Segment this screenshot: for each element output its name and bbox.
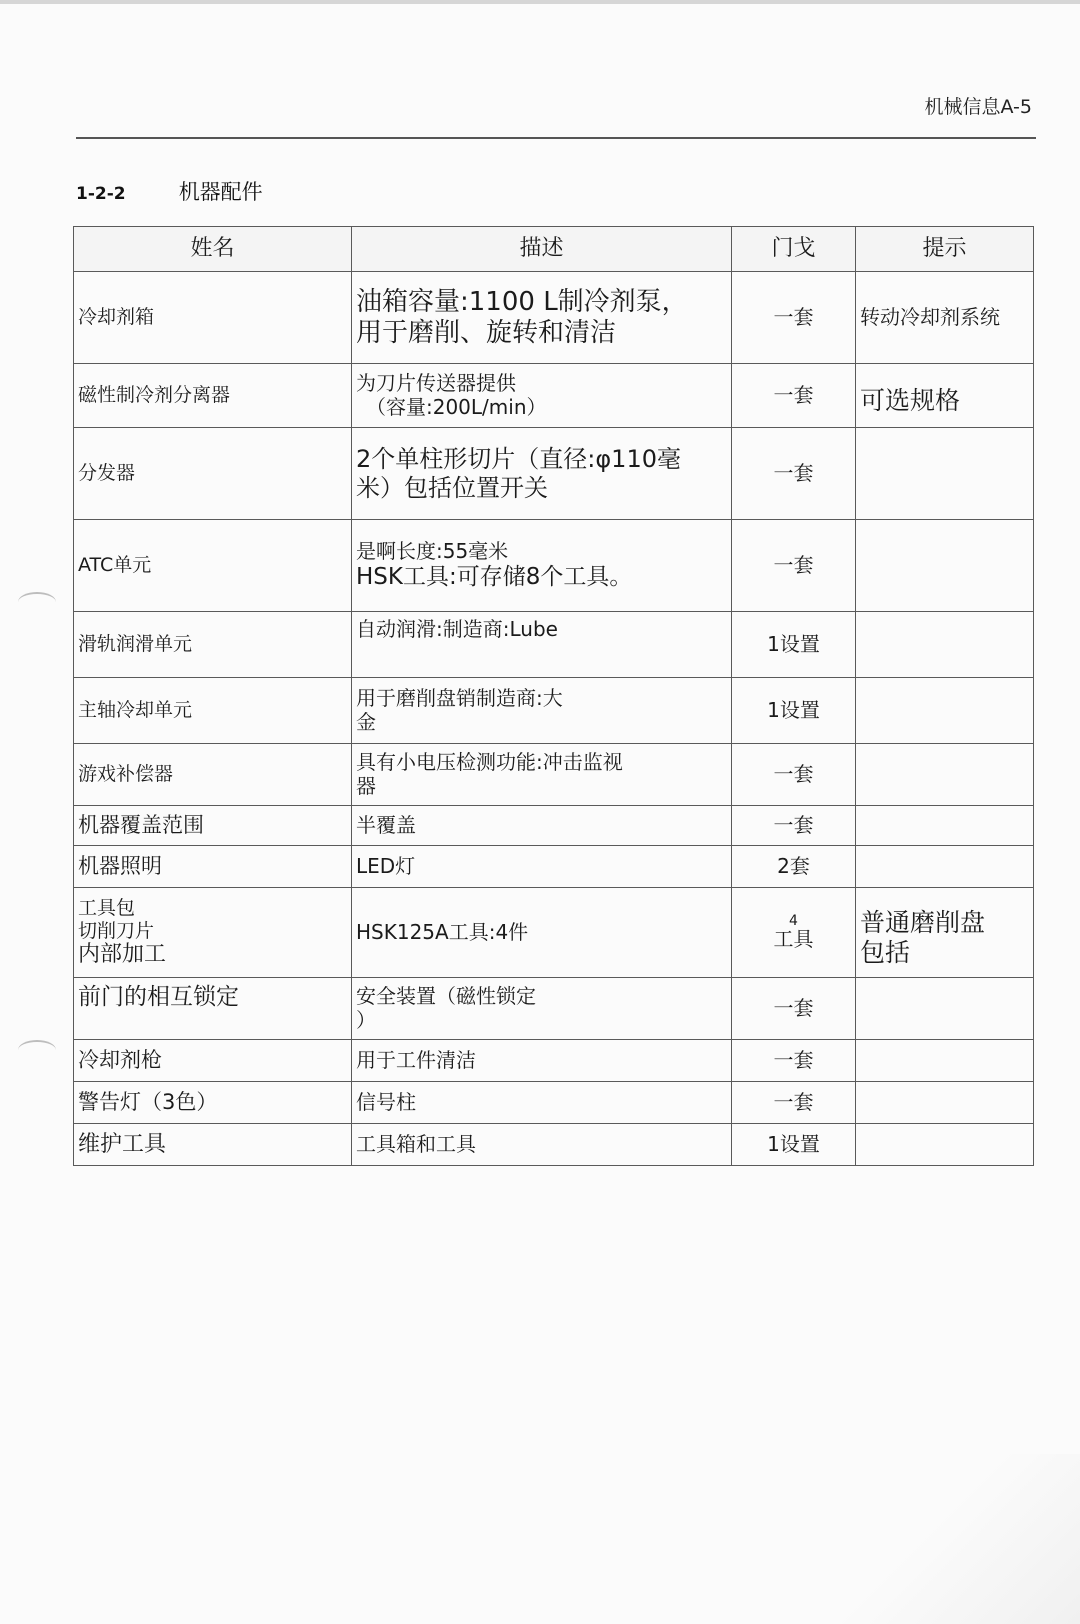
cell-quantity: 一套 [732,272,856,364]
running-header: 机械信息A-5 [924,96,1032,118]
name-line: 切削刀片 [78,919,155,942]
description-line: HSK125A工具:4件 [356,919,529,944]
table-header-row [74,227,1034,272]
cell-note [856,1082,1034,1124]
description-line: （容量:200L/min） [366,394,547,419]
cell-note [856,272,1034,364]
cell-quantity: 一套 [732,520,856,612]
section-title: 机器配件 [178,180,263,204]
page-curl-mark [18,592,56,612]
name-line: 分发器 [78,462,136,485]
table-row [74,272,1034,364]
cell-quantity: 一套 [732,978,856,1040]
name-line: ATC单元 [78,554,152,577]
table-row [74,678,1034,744]
cell-quantity: 一套 [732,806,856,846]
cell-quantity: 一套 [732,428,856,520]
description-line: 用于工件清洁 [356,1047,476,1072]
quantity-number: 4 [789,912,798,929]
description-line: ） [356,1007,376,1032]
table-row [74,1040,1034,1082]
cell-description [352,428,732,520]
description-line: LED灯 [356,853,416,878]
cell-description [352,888,732,978]
description-line: 半覆盖 [356,812,416,837]
cell-note [856,978,1034,1040]
table-row [74,428,1034,520]
header-rule [76,137,1036,139]
description-line: 工具箱和工具 [356,1131,476,1156]
cell-quantity: 一套 [732,1040,856,1082]
table-row [74,744,1034,806]
cell-name [74,272,352,364]
cell-description [352,1082,732,1124]
name-line: 维护工具 [78,1131,167,1157]
name-line: 内部加工 [78,941,167,967]
name-line: 冷却剂箱 [78,306,155,329]
cell-note [856,520,1034,612]
note-line: 普通磨削盘 [860,908,986,937]
description-line: 具有小电压检测功能:冲击监视 [356,749,623,774]
cell-note [856,1040,1034,1082]
cell-note [856,846,1034,888]
cell-name [74,520,352,612]
note-line: 可选规格 [860,385,961,415]
name-line: 冷却剂枪 [78,1048,162,1073]
cell-quantity: 2套 [732,846,856,888]
cell-name [74,364,352,428]
accessories-table [73,226,1034,1166]
description-line: 油箱容量:1100 L制冷剂泵， [356,286,688,317]
quantity-unit: 工具 [773,926,814,951]
name-line: 磁性制冷剂分离器 [78,384,231,407]
table-row [74,1124,1034,1166]
name-line: 警告灯（3色） [78,1090,218,1115]
cell-note [856,364,1034,428]
cell-description [352,846,732,888]
description-line: 2个单柱形切片（直径:φ110毫 [356,445,681,474]
description-line: 金 [356,709,376,734]
name-line: 主轴冷却单元 [78,699,193,722]
description-line: 用于磨削、旋转和清洁 [356,317,617,348]
cell-description [352,1124,732,1166]
name-line: 机器覆盖范围 [78,813,204,838]
description-line: 是啊长度:55毫米 [356,539,509,564]
cell-note [856,1124,1034,1166]
column-header-name: 姓名 [74,227,352,272]
table-row [74,846,1034,888]
cell-description [352,806,732,846]
description-line: 信号柱 [356,1089,416,1114]
name-line: 游戏补偿器 [78,763,174,786]
table-row [74,612,1034,678]
column-header-description: 描述 [352,227,732,272]
cell-name [74,1124,352,1166]
cell-name [74,678,352,744]
cell-note [856,888,1034,978]
cell-description [352,272,732,364]
cell-name [74,806,352,846]
description-line: 自动润滑:制造商:Lube [356,617,558,641]
description-line: 器 [356,773,376,798]
cell-description [352,1040,732,1082]
section-number: 1-2-2 [76,184,126,204]
description-line: 为刀片传送器提供 [356,370,516,395]
cell-description [352,978,732,1040]
cell-quantity: 一套 [732,364,856,428]
cell-description [352,612,732,678]
cell-note [856,744,1034,806]
table-row [74,888,1034,978]
cell-quantity: 一套 [732,744,856,806]
cell-name [74,1040,352,1082]
description-line: 米）包括位置开关 [356,473,548,502]
name-line: 前门的相互锁定 [78,984,239,1010]
scan-top-edge [0,0,1080,4]
page-curl-mark [18,1040,56,1060]
table-row [74,978,1034,1040]
description-line: HSK工具:可存储8个工具。 [356,563,633,590]
column-header-quantity: 门戈 [732,227,856,272]
cell-name [74,1082,352,1124]
note-line: 包括 [860,937,911,967]
cell-quantity: 1设置 [732,1124,856,1166]
cell-description [352,364,732,428]
name-line: 滑轨润滑单元 [78,633,193,656]
cell-name [74,612,352,678]
cell-note [856,678,1034,744]
cell-note [856,612,1034,678]
cell-quantity [732,888,856,978]
cell-description [352,520,732,612]
table-row [74,806,1034,846]
description-line: 安全装置（磁性锁定 [356,983,536,1008]
section-heading [76,176,263,206]
table-row [74,520,1034,612]
name-line: 工具包 [78,897,136,920]
cell-note [856,806,1034,846]
cell-name [74,846,352,888]
cell-quantity: 1设置 [732,678,856,744]
scan-glare [840,1454,1080,1624]
column-header-note: 提示 [856,227,1034,272]
name-line: 机器照明 [78,854,162,879]
description-line: 用于磨削盘销制造商:大 [356,685,563,710]
cell-quantity: 一套 [732,1082,856,1124]
cell-name [74,428,352,520]
cell-name [74,888,352,978]
cell-description [352,744,732,806]
cell-note [856,428,1034,520]
note-line: 转动冷却剂系统 [860,304,1000,329]
cell-name [74,978,352,1040]
table-row [74,1082,1034,1124]
table-row [74,364,1034,428]
cell-name [74,744,352,806]
cell-quantity: 1设置 [732,612,856,678]
cell-description [352,678,732,744]
